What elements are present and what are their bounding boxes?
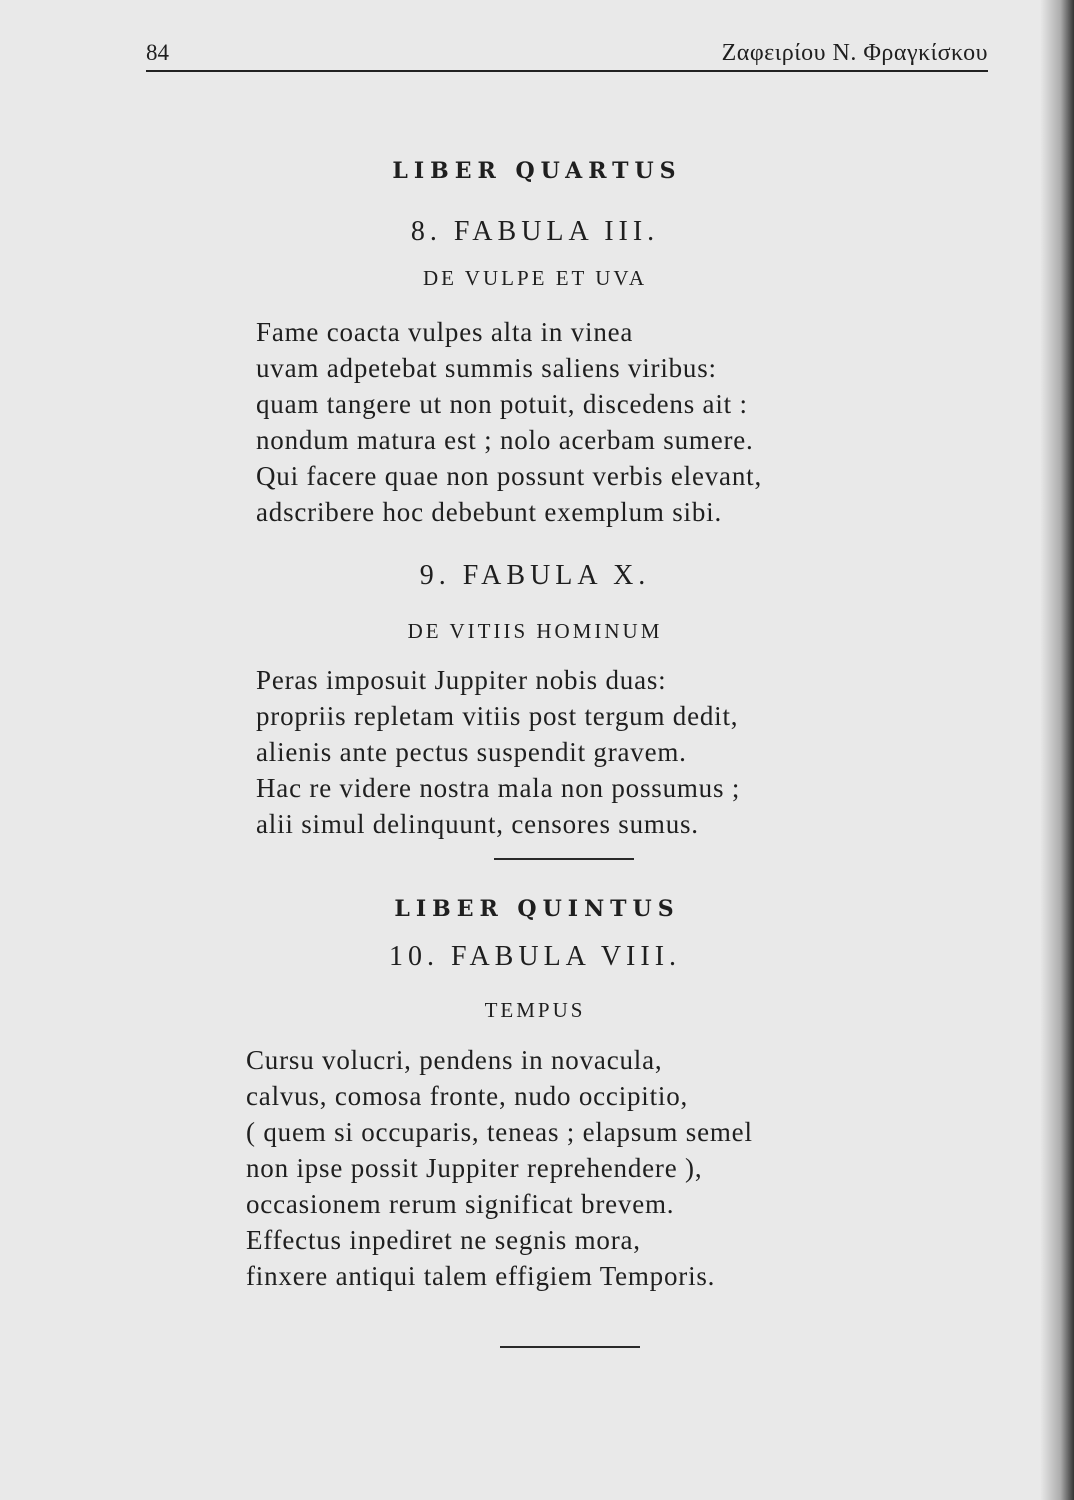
- verse-line: alii simul delinquunt, censores sumus.: [256, 809, 699, 839]
- running-title: Ζαφειρίου Ν. Φραγκίσκου: [721, 40, 988, 66]
- verse-line: Cursu volucri, pendens in novacula,: [246, 1045, 663, 1075]
- verse-line: adscribere hoc debebunt exemplum sibi.: [256, 497, 723, 527]
- end-divider: [500, 1346, 640, 1348]
- verse-line: finxere antiqui talem effigiem Temporis.: [246, 1261, 716, 1291]
- verse-line: quam tangere ut non potuit, discedens ait :: [256, 389, 748, 419]
- verse-list-fable-8: [256, 314, 762, 530]
- book-title-quintus: LIBER QUINTUS: [394, 896, 680, 922]
- verse-line: Fame coacta vulpes alta in vinea: [256, 317, 634, 347]
- verse-line: nondum matura est ; nolo acerbam sumere.: [256, 425, 754, 455]
- verse-line: occasionem rerum significat brevem.: [246, 1189, 675, 1219]
- fable-heading-10: 10. FABULA VIII.: [388, 941, 682, 972]
- fable-subtitle-de-vulpe: DE VULPE ET UVA: [422, 266, 648, 290]
- verse-line: ( quem si occuparis, teneas ; elapsum semel: [246, 1117, 753, 1147]
- fable-subtitle-de-vitiis: DE VITIIS HOMINUM: [407, 619, 663, 643]
- verse-line: Peras imposuit Juppiter nobis duas:: [256, 665, 667, 695]
- book-title-quartus: LIBER QUARTUS: [392, 158, 682, 184]
- binding-shadow: [1040, 0, 1074, 1500]
- verse-list-fable-10: [246, 1042, 753, 1294]
- verse-line: uvam adpetebat summis saliens viribus:: [256, 353, 717, 383]
- page-header: [146, 38, 988, 72]
- verse-line: Hac re videre nostra mala non possumus ;: [256, 773, 741, 803]
- verse-line: propriis repletam vitiis post tergum dedit,: [256, 701, 739, 731]
- page-number: 84: [146, 40, 169, 65]
- verse-list-fable-9: [256, 662, 740, 842]
- fable-heading-8: 8. FABULA III.: [410, 216, 660, 247]
- verse-line: Effectus inpediret ne segnis mora,: [246, 1225, 641, 1255]
- section-divider: [494, 858, 634, 860]
- fable-subtitle-tempus: TEMPUS: [484, 998, 586, 1022]
- fable-heading-9: 9. FABULA X.: [419, 560, 651, 591]
- verse-line: Qui facere quae non possunt verbis elevant,: [256, 461, 762, 491]
- verse-line: alienis ante pectus suspendit gravem.: [256, 737, 687, 767]
- verse-line: calvus, comosa fronte, nudo occipitio,: [246, 1081, 689, 1111]
- verse-line: non ipse possit Juppiter reprehendere ),: [246, 1153, 703, 1183]
